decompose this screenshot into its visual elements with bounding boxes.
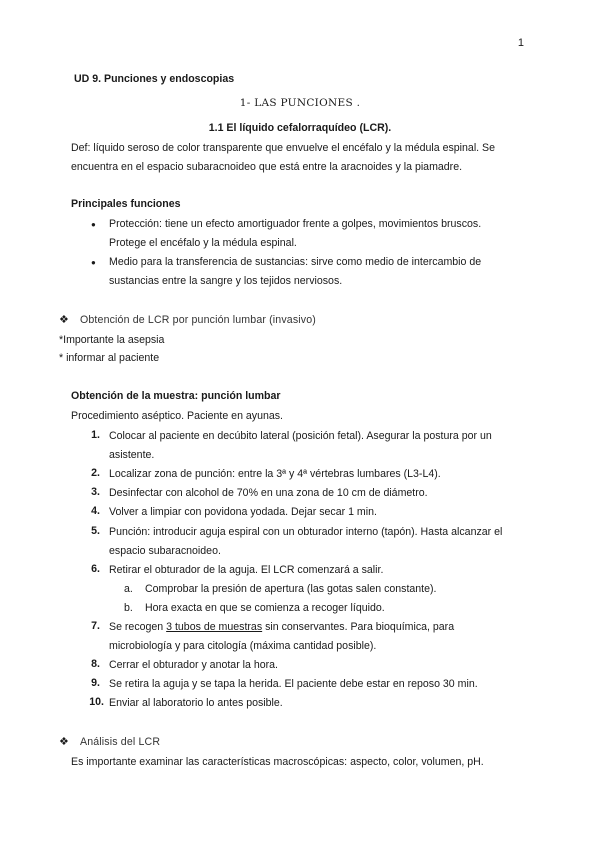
step-1-line-2: asistente. [109,449,155,461]
definition-line-1: Def: líquido seroso de color transparente que envuelve el encéfalo y la médula espinal. Se [71,142,496,154]
step-8: Cerrar el obturador y anotar la hora. [109,659,278,671]
step-7-line-2: microbiología y para citología (máxima cantidad posible). [109,640,377,652]
function-item-1-line-2: Protege el encéfalo y la médula espinal. [109,237,297,249]
step-9: Se retira la aguja y se tapa la herida. El paciente debe estar en reposo 30 min. [109,678,478,690]
function-item-2-line-2: sustancias entre la sangre y los tejidos nerviosos. [109,275,343,287]
substep-b: Hora exacta en que se comienza a recoger líquido. [145,602,385,614]
substep-letter: a. [124,583,133,595]
function-item-1-line-1: Protección: tiene un efecto amortiguador frente a golpes, movimientos bruscos. [109,218,482,230]
definition-line-2: encuentra en el espacio subaracnoideo que está entre la aracnoides y la piamadre. [71,161,463,173]
step-3: Desinfectar con alcohol de 70% en una zona de 10 cm de diámetro. [109,487,428,499]
step-number: 6. [91,563,100,575]
step-1-line-1: Colocar al paciente en decúbito lateral (posición fetal). Asegurar la postura por un [109,430,492,442]
step-2: Localizar zona de punción: entre la 3ª y 4ª vértebras lumbares (L3-L4). [109,468,441,480]
step-7-post: sin conservantes. Para bioquímica, para [262,621,455,633]
section-title: 1- LAS PUNCIONES . [239,97,361,109]
function-item-2-line-1: Medio para la transferencia de sustancias: sirve como medio de intercambio de [109,256,482,268]
step-7-underlined: 3 tubos de muestras [166,621,263,633]
step-7-line-1 [109,620,454,634]
bullet-icon: ● [91,258,96,267]
step-5-line-1: Punción: introducir aguja espiral con un obturador interno (tapón). Hasta alcanzar el [109,526,503,538]
obtencion-heading: Obtención de LCR por punción lumbar (invasivo) [80,314,316,326]
functions-heading: Principales funciones [71,198,181,210]
diamond-bullet-icon: ❖ [59,736,69,748]
diamond-bullet-icon: ❖ [59,314,69,326]
analisis-heading: Análisis del LCR [80,736,161,748]
obtencion-note-2: * informar al paciente [59,352,160,364]
step-number: 2. [91,467,100,479]
unit-title: UD 9. Punciones y endoscopias [74,73,235,85]
substep-a: Comprobar la presión de apertura (las gotas salen constante). [145,583,437,595]
step-number: 4. [91,505,100,517]
obtencion-note-1: *Importante la asepsia [59,334,165,346]
step-number: 8. [91,658,100,670]
step-number: 7. [91,620,100,632]
step-number: 9. [91,677,100,689]
step-number: 10. [89,696,104,708]
analisis-text: Es importante examinar las características macroscópicas: aspecto, color, volumen, pH. [71,756,484,768]
step-7-pre: Se recogen [109,621,167,633]
step-number: 5. [91,525,100,537]
step-4: Volver a limpiar con povidona yodada. Dejar secar 1 min. [109,506,377,518]
step-6: Retirar el obturador de la aguja. El LCR comenzará a salir. [109,564,384,576]
substep-letter: b. [124,602,133,614]
muestra-intro: Procedimiento aséptico. Paciente en ayunas. [71,410,284,422]
subsection-title: 1.1 El líquido cefalorraquídeo (LCR). [208,122,392,134]
step-number: 1. [91,429,100,441]
step-5-line-2: espacio subaracnoideo. [109,545,221,557]
step-number: 3. [91,486,100,498]
step-10: Enviar al laboratorio lo antes posible. [109,697,283,709]
muestra-heading: Obtención de la muestra: punción lumbar [71,390,281,402]
page-number: 1 [517,37,524,49]
bullet-icon: ● [91,220,96,229]
